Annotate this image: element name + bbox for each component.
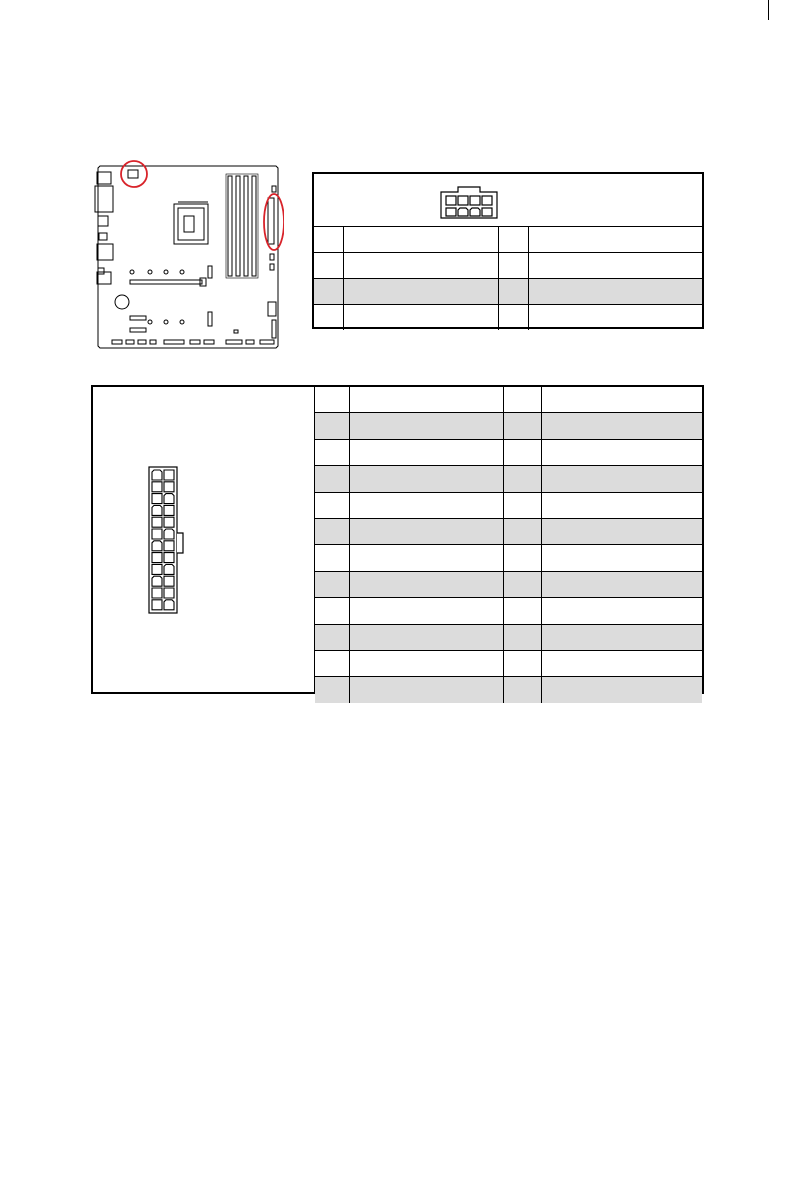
connector-pin xyxy=(152,494,162,504)
signal-name xyxy=(343,253,498,279)
connector-pin xyxy=(152,505,162,515)
24-pin-connector-icon xyxy=(147,465,187,615)
connector-pin xyxy=(152,553,162,563)
pin-number xyxy=(498,279,528,305)
signal-name xyxy=(349,518,503,544)
signal-name xyxy=(349,650,503,676)
table-row xyxy=(315,571,702,597)
connector-pin xyxy=(164,517,174,527)
signal-name xyxy=(343,227,498,253)
table-row xyxy=(315,624,702,650)
signal-name xyxy=(541,387,702,413)
table-row xyxy=(315,387,702,413)
signal-name xyxy=(541,492,702,518)
connector-pin xyxy=(152,600,162,610)
pin-number xyxy=(503,598,541,624)
pin-number xyxy=(503,677,541,703)
connector-pin xyxy=(164,600,174,610)
signal-name xyxy=(541,413,702,439)
pin-number xyxy=(314,253,343,279)
pin-number xyxy=(315,518,349,544)
signal-name xyxy=(343,279,498,305)
signal-name xyxy=(541,677,702,703)
signal-name xyxy=(349,571,503,597)
signal-name xyxy=(349,598,503,624)
pinout-table-24pin xyxy=(315,387,702,703)
signal-name xyxy=(528,227,702,253)
signal-name xyxy=(541,439,702,465)
connector-pin xyxy=(152,564,162,574)
connector-pin xyxy=(164,529,174,539)
table-row xyxy=(315,466,702,492)
table-row xyxy=(315,413,702,439)
connector-pin xyxy=(152,517,162,527)
table-row xyxy=(315,677,702,703)
signal-name xyxy=(349,439,503,465)
connector-pin xyxy=(164,553,174,563)
pin-number xyxy=(503,650,541,676)
connector-pin xyxy=(152,576,162,586)
connector-pin xyxy=(164,494,174,504)
connector-pin xyxy=(152,588,162,598)
pin-number xyxy=(314,227,343,253)
signal-name xyxy=(349,466,503,492)
pin-number xyxy=(314,305,343,331)
connector-pin xyxy=(164,470,174,480)
pin-number xyxy=(503,413,541,439)
signal-name xyxy=(349,492,503,518)
signal-name xyxy=(528,279,702,305)
table-row xyxy=(315,518,702,544)
connector-pin xyxy=(164,505,174,515)
pin-number xyxy=(315,413,349,439)
signal-name xyxy=(349,624,503,650)
signal-name xyxy=(528,305,702,331)
signal-name xyxy=(541,518,702,544)
pin-number xyxy=(314,279,343,305)
signal-name xyxy=(349,413,503,439)
table-row xyxy=(314,279,702,305)
pin-number xyxy=(315,466,349,492)
pin-number xyxy=(315,677,349,703)
signal-name xyxy=(541,598,702,624)
pin-number xyxy=(315,571,349,597)
table-row xyxy=(315,545,702,571)
pinout-table-cell xyxy=(315,387,702,692)
signal-name xyxy=(541,545,702,571)
pin-number xyxy=(503,387,541,413)
pin-number xyxy=(315,439,349,465)
atx-power-24pin-panel xyxy=(91,385,704,694)
panel-header xyxy=(314,174,702,227)
signal-name xyxy=(541,650,702,676)
connector-pin xyxy=(164,588,174,598)
crop-mark xyxy=(768,0,769,20)
signal-name xyxy=(541,624,702,650)
pin-number xyxy=(503,518,541,544)
signal-name xyxy=(528,253,702,279)
connector-pin xyxy=(164,541,174,551)
signal-name xyxy=(349,545,503,571)
signal-name xyxy=(541,571,702,597)
signal-name xyxy=(541,466,702,492)
pin-number xyxy=(503,466,541,492)
pin-number xyxy=(498,227,528,253)
table-row xyxy=(315,492,702,518)
pin-number xyxy=(503,492,541,518)
connector-illustration-cell xyxy=(93,387,315,692)
connector-pin xyxy=(164,564,174,574)
table-row xyxy=(314,227,702,253)
pin-number xyxy=(315,598,349,624)
pin-number xyxy=(315,492,349,518)
connector-pin xyxy=(164,482,174,492)
cpu-power-8pin-panel xyxy=(312,172,704,329)
motherboard-diagram-icon xyxy=(92,156,284,352)
signal-name xyxy=(349,677,503,703)
connector-pin xyxy=(152,470,162,480)
pin-number xyxy=(503,439,541,465)
8-pin-connector-icon xyxy=(438,182,500,220)
pin-number xyxy=(315,545,349,571)
table-row xyxy=(314,253,702,279)
pin-number xyxy=(498,253,528,279)
table-row xyxy=(315,439,702,465)
pinout-table-8pin xyxy=(314,227,702,330)
signal-name xyxy=(343,305,498,331)
connector-pin xyxy=(152,529,162,539)
table-row xyxy=(315,650,702,676)
pin-number xyxy=(503,571,541,597)
pin-number xyxy=(503,624,541,650)
pin-number xyxy=(498,305,528,331)
table-row xyxy=(314,305,702,331)
pin-number xyxy=(503,545,541,571)
connector-pin xyxy=(152,482,162,492)
connector-pin xyxy=(164,576,174,586)
connector-pin xyxy=(152,541,162,551)
pin-number xyxy=(315,624,349,650)
signal-name xyxy=(349,387,503,413)
pin-number xyxy=(315,387,349,413)
pin-number xyxy=(315,650,349,676)
table-row xyxy=(315,598,702,624)
